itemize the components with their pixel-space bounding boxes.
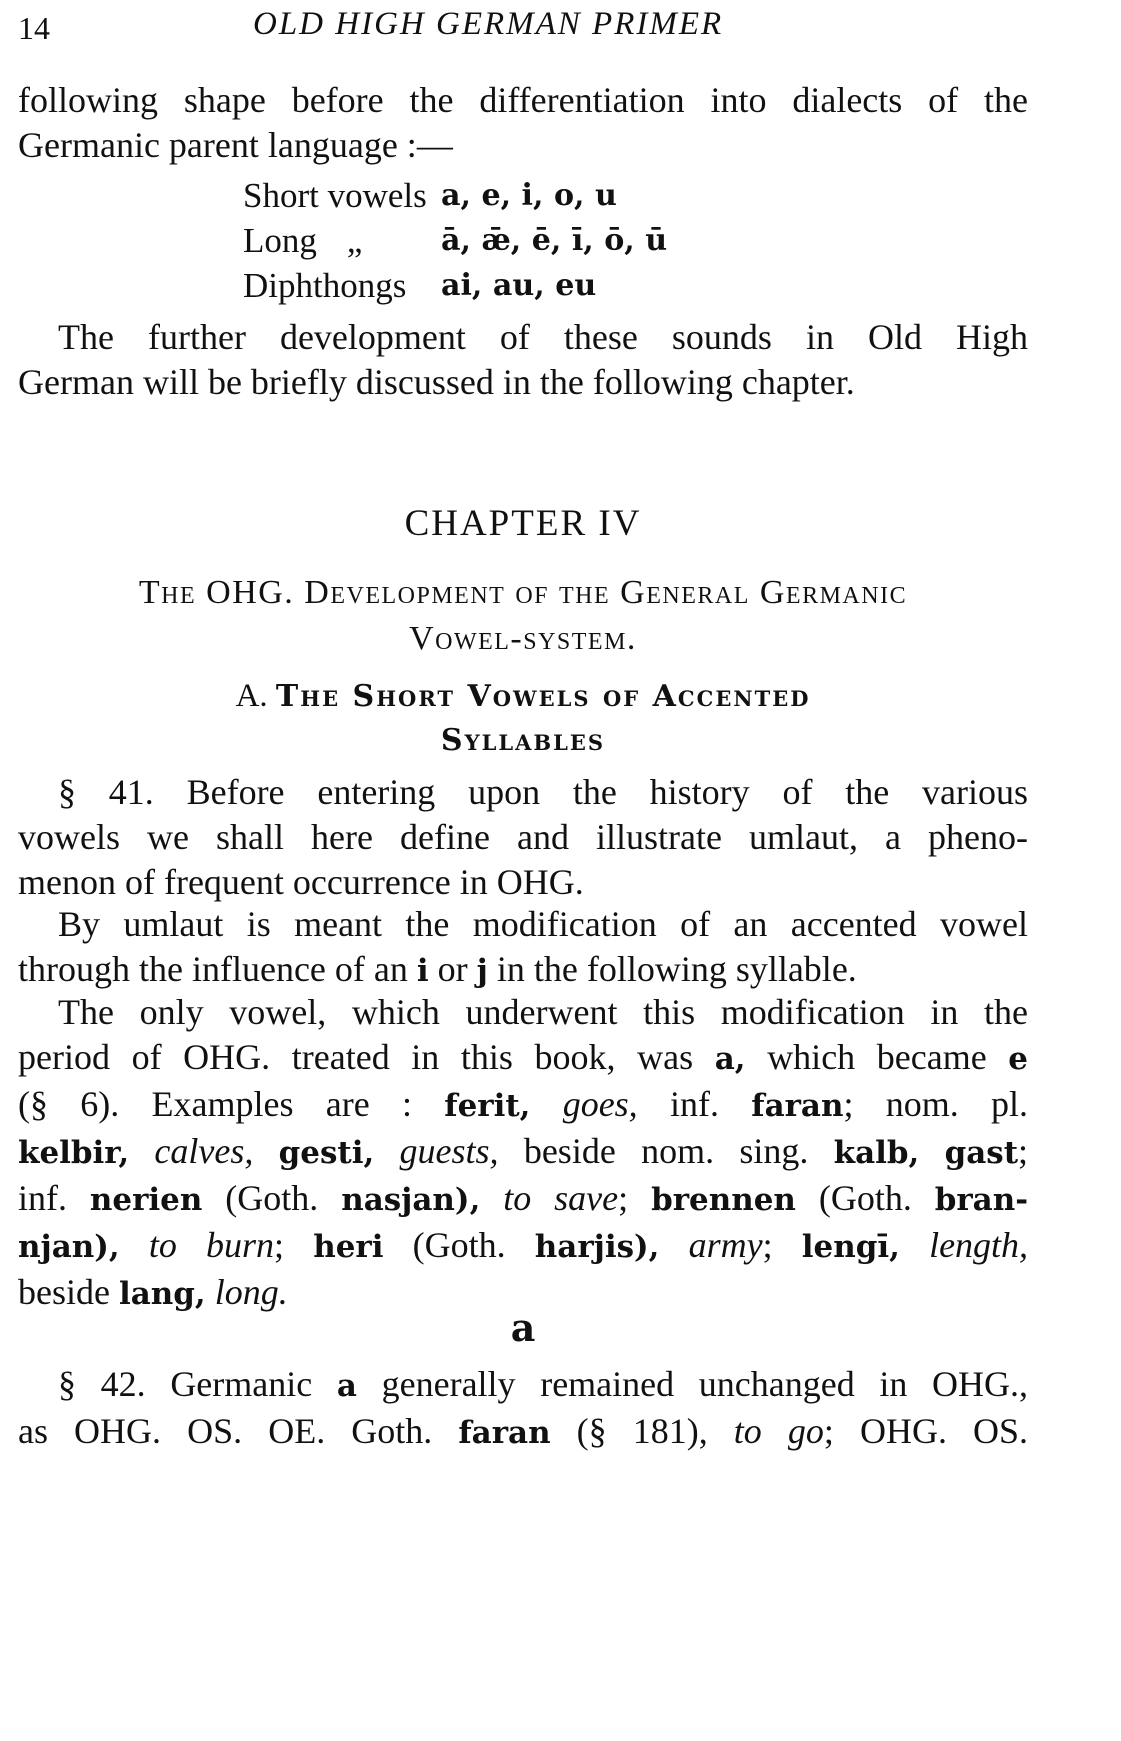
vowel-row-long xyxy=(243,218,667,263)
text-line: through the influence of an i or j in the following syllable. xyxy=(18,949,857,989)
vowel-row-diphthongs xyxy=(243,263,667,308)
page-header xyxy=(18,6,1028,50)
text-line: menon of frequent occurrence in OHG. xyxy=(18,862,584,902)
vowel-label: Long „ xyxy=(243,218,441,263)
text-line: period of OHG. treated in this book, was a, which became e xyxy=(18,1037,1028,1077)
section-mark: § 42. xyxy=(58,1364,146,1404)
text-line: following shape before the differentiation into dialects of the xyxy=(18,80,1028,120)
text-line: kelbir, calves, gesti, guests, beside nom. sing. kalb, gast; xyxy=(18,1131,1029,1171)
closing-paragraph xyxy=(18,315,1028,405)
examples-paragraph xyxy=(18,990,1028,1317)
ditto-mark: „ xyxy=(346,221,363,260)
text-line: beside lang, long. xyxy=(18,1272,288,1312)
paragraph-42 xyxy=(18,1362,1028,1456)
vowel-row-short xyxy=(243,173,667,218)
vowel-values: a, e, i, o, u xyxy=(441,178,617,213)
vowel-values: ai, au, eu xyxy=(441,268,597,303)
section-title-line: Syllables xyxy=(440,723,606,758)
running-title: OLD HIGH GERMAN PRIMER xyxy=(253,6,724,42)
text-line: (§ 6). Examples are : ferit, goes, inf. faran; nom. pl. xyxy=(18,1084,1029,1124)
chapter-number: CHAPTER IV xyxy=(404,503,642,544)
text-line: njan), to burn; heri (Goth. harjis), army; lengī, length, xyxy=(18,1225,1029,1265)
section-title-line: A. The Short Vowels of Accented xyxy=(235,678,811,714)
page-number: 14 xyxy=(18,10,50,46)
text-line: Germanic parent language :— xyxy=(18,125,453,165)
text-line: The further development of these sounds in Old High xyxy=(58,317,1028,357)
intro-paragraph xyxy=(18,78,1028,168)
paragraph-41 xyxy=(18,770,1028,905)
text-line: The only vowel, which underwent this modification in the xyxy=(58,992,1028,1032)
vowel-label: Diphthongs xyxy=(243,266,407,305)
umlaut-paragraph xyxy=(18,902,1028,994)
chapter-title-line: Vowel-system. xyxy=(409,620,637,657)
text-line: German will be briefly discussed in the following chapter. xyxy=(18,362,855,402)
text-line: vowels we shall here define and illustrate umlaut, a pheno- xyxy=(18,817,1028,857)
letter-heading: a xyxy=(510,1305,536,1350)
chapter-title xyxy=(18,570,1028,662)
vowel-table xyxy=(243,173,667,308)
text-line: § 41. Before entering upon the history of the various xyxy=(58,772,1028,812)
section-mark: § 41. xyxy=(58,772,154,812)
text-line: as OHG. OS. OE. Goth. faran (§ 181), to go; OHG. OS. xyxy=(18,1411,1029,1451)
text-line: By umlaut is meant the modification of an accented vowel xyxy=(58,904,1028,944)
vowel-values: ā, ǣ, ē, ī, ō, ū xyxy=(441,223,668,258)
vowel-label: Short vowels xyxy=(243,176,427,215)
section-title xyxy=(18,674,1028,763)
chapter-title-line: The OHG. Development of the General Germanic xyxy=(138,574,908,611)
section-letter: A. xyxy=(235,678,268,714)
text-line: inf. nerien (Goth. nasjan), to save; brennen (Goth. bran- xyxy=(18,1178,1029,1218)
text-line: § 42. Germanic a generally remained unchanged in OHG., xyxy=(58,1364,1029,1404)
